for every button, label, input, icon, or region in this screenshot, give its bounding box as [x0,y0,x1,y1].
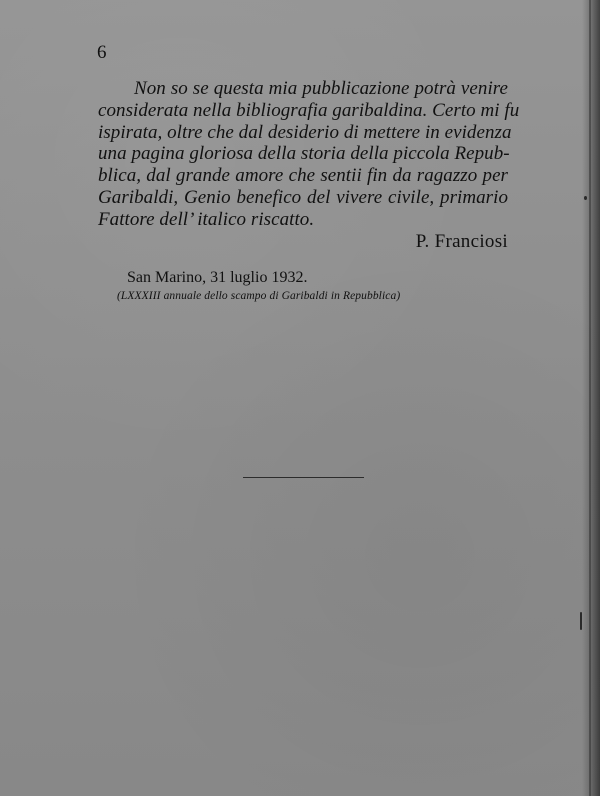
page-number: 6 [97,42,107,63]
section-divider [243,477,364,478]
place-and-date: San Marino, 31 luglio 1932. [127,269,308,286]
paragraph-line-2: considerata nella bibliografia garibaldina. Certo mi fu [98,99,520,121]
page-edge-line [589,0,591,796]
paragraph-line-7: Fattore dell’ italico riscatto. [98,208,315,230]
paragraph-line-6: Garibaldi, Genio benefico del vivere civile, primario [98,186,508,208]
paper-speck [584,196,587,200]
page-edge-shadow [582,0,600,796]
paper-mark [580,612,582,630]
anniversary-note: (LXXXIII annuale dello scampo di Garibaldi in Repubblica) [117,290,401,302]
preface-paragraph [98,78,520,231]
paragraph-line-5: blica, dal grande amore che sentii fin da ragazzo per [98,165,508,187]
author-signature: P. Franciosi [415,231,508,252]
paragraph-line-3: ispirata, oltre che dal desiderio di mettere in evidenza [98,121,512,143]
paragraph-line-1: Non so se questa mia pubblicazione potrà venire [134,78,508,99]
paragraph-line-4: una pagina gloriosa della storia della piccola Repub- [98,143,510,165]
